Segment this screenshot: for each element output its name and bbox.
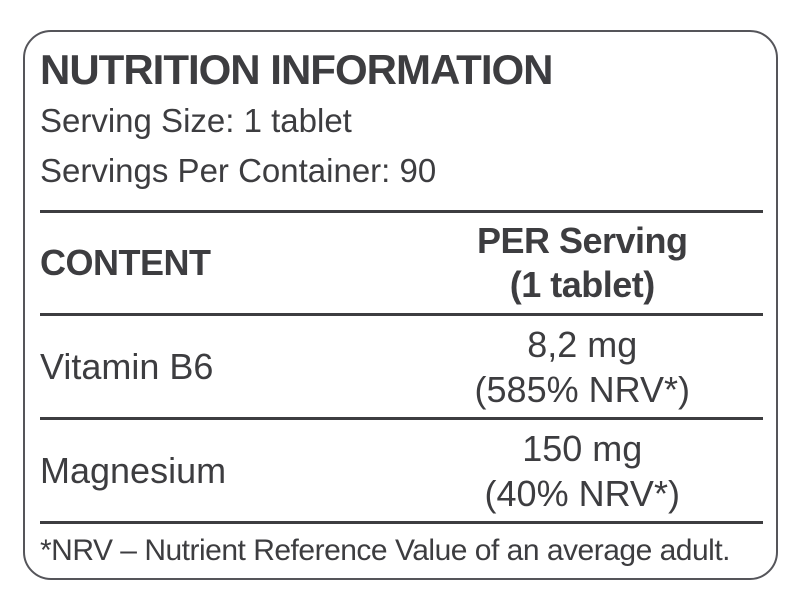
table-row-magnesium [40, 420, 763, 521]
serving-size-line: Serving Size: 1 tablet [40, 102, 352, 139]
nutrient-nrv: (40% NRV*) [484, 472, 680, 514]
nrv-footnote: *NRV – Nutrient Reference Value of an average adult. [40, 534, 730, 567]
nutrient-amount: 8,2 mg [527, 323, 638, 365]
servings-per-container-line: Servings Per Container: 90 [40, 152, 437, 189]
nutrient-amount: 150 mg [522, 427, 643, 469]
table-row-vitamin-b6 [40, 316, 763, 417]
per-serving-label-line1: PER Serving [476, 220, 688, 261]
nutrient-name: Vitamin B6 [40, 345, 214, 387]
column-header-content: CONTENT [40, 242, 211, 283]
column-header-per-serving [402, 213, 764, 313]
per-serving-label-line2: (1 tablet) [509, 264, 655, 305]
nutrient-name: Magnesium [40, 449, 227, 491]
nutrition-label [23, 30, 778, 580]
nutrient-nrv: (585% NRV*) [474, 368, 690, 410]
nutrient-value-cell [402, 420, 764, 521]
table-header-row [40, 213, 763, 313]
nutrient-value-cell [402, 316, 764, 417]
label-title: NUTRITION INFORMATION [40, 46, 553, 93]
